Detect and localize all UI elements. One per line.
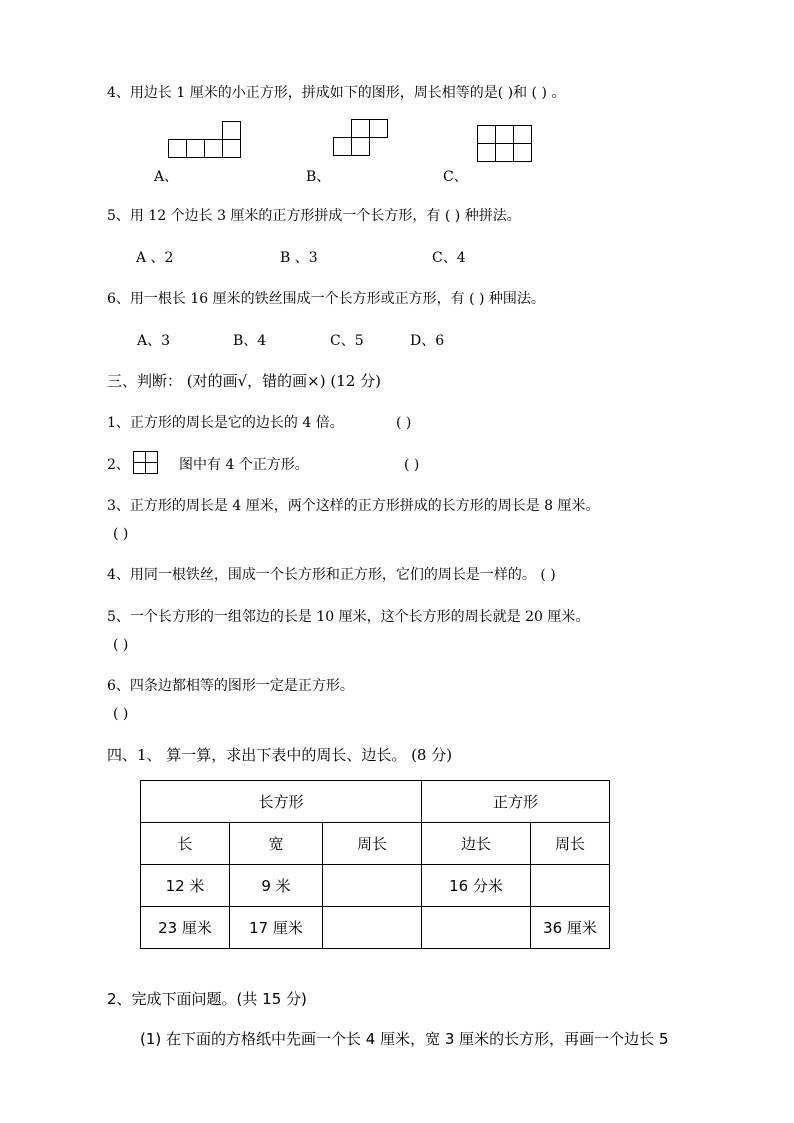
judge-item-1: 1、正方形的周长是它的边长的 4 倍。	[107, 415, 344, 431]
judge-item-5-bracket: ( )	[113, 637, 129, 653]
judge-item-1-bracket: ( )	[396, 415, 412, 431]
table-cell-blank[interactable]	[422, 907, 531, 949]
q5-option-a: A 、2	[136, 250, 174, 266]
q6-option-a: A、3	[137, 333, 171, 349]
judge-item-2: 图中有 4 个正方形。	[179, 457, 309, 473]
figure-a	[168, 121, 241, 158]
figure-c	[477, 125, 532, 162]
judge-item-2-bracket: ( )	[404, 457, 420, 473]
perimeter-table	[140, 780, 610, 949]
q5-option-c: C、4	[432, 250, 466, 266]
q2-title: 2、完成下面问题。(共 15 分)	[107, 990, 307, 1008]
q6-option-b: B、4	[233, 333, 267, 349]
table-cell: 36 厘米	[531, 907, 610, 949]
table-cell: 23 厘米	[141, 907, 230, 949]
section3-title: 三、判断： (对的画√，错的画×) (12 分)	[107, 372, 381, 390]
header-length: 长	[141, 823, 230, 865]
table-cell-blank[interactable]	[323, 907, 422, 949]
judge-item-3-bracket: ( )	[113, 526, 129, 542]
q4-option-c: C、	[443, 169, 468, 185]
judge-item-6-bracket: ( )	[113, 706, 129, 722]
judge-item-6: 6、四条边都相等的图形一定是正方形。	[107, 678, 354, 694]
table-cell: 12 米	[141, 865, 230, 907]
figure-b	[333, 119, 388, 156]
four-square-icon	[133, 451, 158, 474]
table-cell: 17 厘米	[230, 907, 323, 949]
group-header-square: 正方形	[422, 781, 610, 823]
table-cell-blank[interactable]	[531, 865, 610, 907]
table-cell: 16 分米	[422, 865, 531, 907]
q5-option-b: B 、3	[280, 250, 318, 266]
q4-option-a: A、	[154, 169, 179, 185]
header-width: 宽	[230, 823, 323, 865]
judge-item-3: 3、正方形的周长是 4 厘米，两个这样的正方形拼成的长方形的周长是 8 厘米。	[107, 498, 600, 514]
judge-item-2-num: 2、	[107, 457, 130, 473]
table-cell-blank[interactable]	[323, 865, 422, 907]
q5-text: 5、用 12 个边长 3 厘米的正方形拼成一个长方形，有 ( ) 种拼法。	[107, 208, 521, 224]
judge-item-5: 5、一个长方形的一组邻边的长是 10 厘米，这个长方形的周长就是 20 厘米。	[107, 609, 590, 625]
header-square-perimeter: 周长	[531, 823, 610, 865]
q6-option-c: C、5	[330, 333, 364, 349]
header-side: 边长	[422, 823, 531, 865]
group-header-rectangle: 长方形	[141, 781, 422, 823]
q2-sub1: (1) 在下面的方格纸中先画一个长 4 厘米，宽 3 厘米的长方形，再画一个边长 5	[140, 1030, 669, 1048]
q6-text: 6、用一根长 16 厘米的铁丝围成一个长方形或正方形，有 ( ) 种围法。	[107, 291, 545, 307]
section4-title: 四、1、 算一算，求出下表中的周长、边长。 (8 分)	[107, 746, 453, 764]
table-cell: 9 米	[230, 865, 323, 907]
q4-option-b: B、	[306, 169, 331, 185]
q4-text: 4、用边长 1 厘米的小正方形，拼成如下的图形，周长相等的是( )和 ( ) 。	[107, 85, 566, 101]
q6-option-d: D、6	[410, 333, 445, 349]
judge-item-4: 4、用同一根铁丝，围成一个长方形和正方形，它们的周长是一样的。 ( )	[107, 567, 556, 583]
header-rect-perimeter: 周长	[323, 823, 422, 865]
